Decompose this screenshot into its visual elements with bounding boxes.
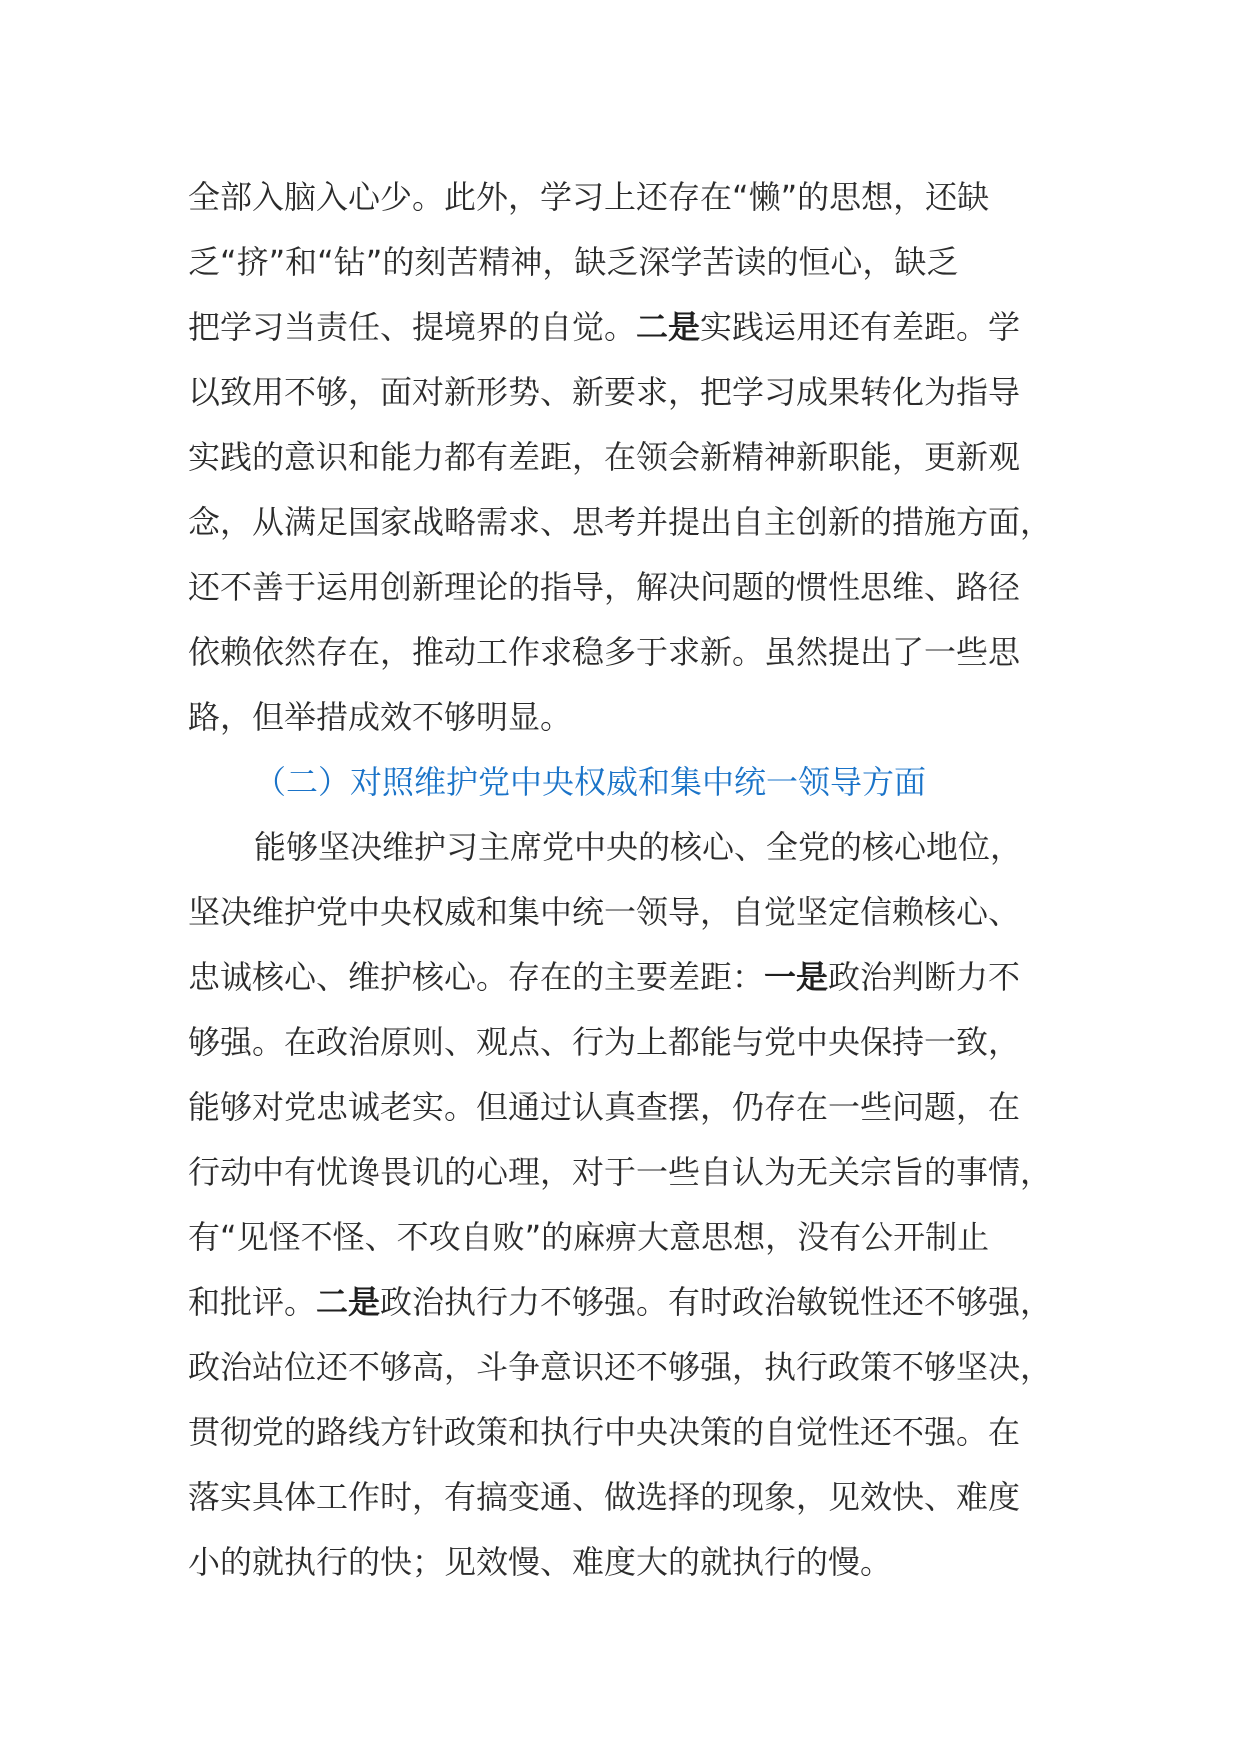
text-line: 实践的意识和能力都有差距，在领会新精神新职能，更新观 [188, 438, 1021, 476]
text-line: 能够对党忠诚老实。但通过认真查摆，仍存在一些问题，在 [188, 1088, 1021, 1126]
text-line: 全部入脑入心少。此外，学习上还存在“懒”的思想，还缺 [188, 178, 990, 216]
text-line: 以致用不够，面对新形势、新要求，把学习成果转化为指导 [188, 373, 1021, 411]
document-page [188, 165, 1068, 1595]
text-line: 有“见怪不怪、不攻自败”的麻痹大意思想，没有公开制止 [188, 1218, 990, 1256]
text-line: 路，但举措成效不够明显。 [188, 698, 573, 736]
text-line: 依赖依然存在，推动工作求稳多于求新。虽然提出了一些思 [188, 633, 1021, 671]
text-line: 行动中有忧谗畏讥的心理，对于一些自认为无关宗旨的事情， [188, 1153, 1053, 1191]
text-line: 能够坚决维护习主席党中央的核心、全党的核心地位， [254, 828, 1023, 866]
text-line: 政治站位还不够高，斗争意识还不够强，执行政策不够坚决， [188, 1348, 1053, 1386]
text-line: 落实具体工作时，有搞变通、做选择的现象，见效快、难度 [188, 1478, 1021, 1516]
text-line: 小的就执行的快；见效慢、难度大的就执行的慢。 [188, 1543, 893, 1581]
text-line: 乏“挤”和“钻”的刻苦精神，缺乏深学苦读的恒心，缺乏 [188, 243, 959, 281]
text-line: 还不善于运用创新理论的指导，解决问题的惯性思维、路径 [188, 568, 1021, 606]
bold-keyword: 二是 [636, 308, 701, 346]
paragraph-1 [188, 165, 1068, 750]
text-span: 忠诚核心、维护核心。存在的主要差距： [188, 958, 765, 996]
text-span: 和批评。 [188, 1283, 317, 1321]
text-line [188, 295, 1068, 360]
section-heading [188, 750, 1068, 815]
text-line: 坚决维护党中央权威和集中统一领导，自觉坚定信赖核心、 [188, 893, 1021, 931]
paragraph-2 [188, 815, 1068, 1595]
bold-keyword: 一是 [764, 958, 829, 996]
text-span: 政治判断力不 [828, 958, 1021, 996]
bold-keyword: 二是 [316, 1283, 381, 1321]
text-line [188, 1270, 1068, 1335]
heading-text: （二）对照维护党中央权威和集中统一领导方面 [254, 763, 927, 801]
text-span: 把学习当责任、提境界的自觉。 [188, 308, 637, 346]
text-span: 实践运用还有差距。学 [700, 308, 1021, 346]
text-line: 贯彻党的路线方针政策和执行中央决策的自觉性还不强。在 [188, 1413, 1021, 1451]
text-line: 够强。在政治原则、观点、行为上都能与党中央保持一致， [188, 1023, 1021, 1061]
text-span: 政治执行力不够强。有时政治敏锐性还不够强， [380, 1283, 1053, 1321]
text-line [188, 945, 1068, 1010]
text-line: 念，从满足国家战略需求、思考并提出自主创新的措施方面， [188, 503, 1053, 541]
